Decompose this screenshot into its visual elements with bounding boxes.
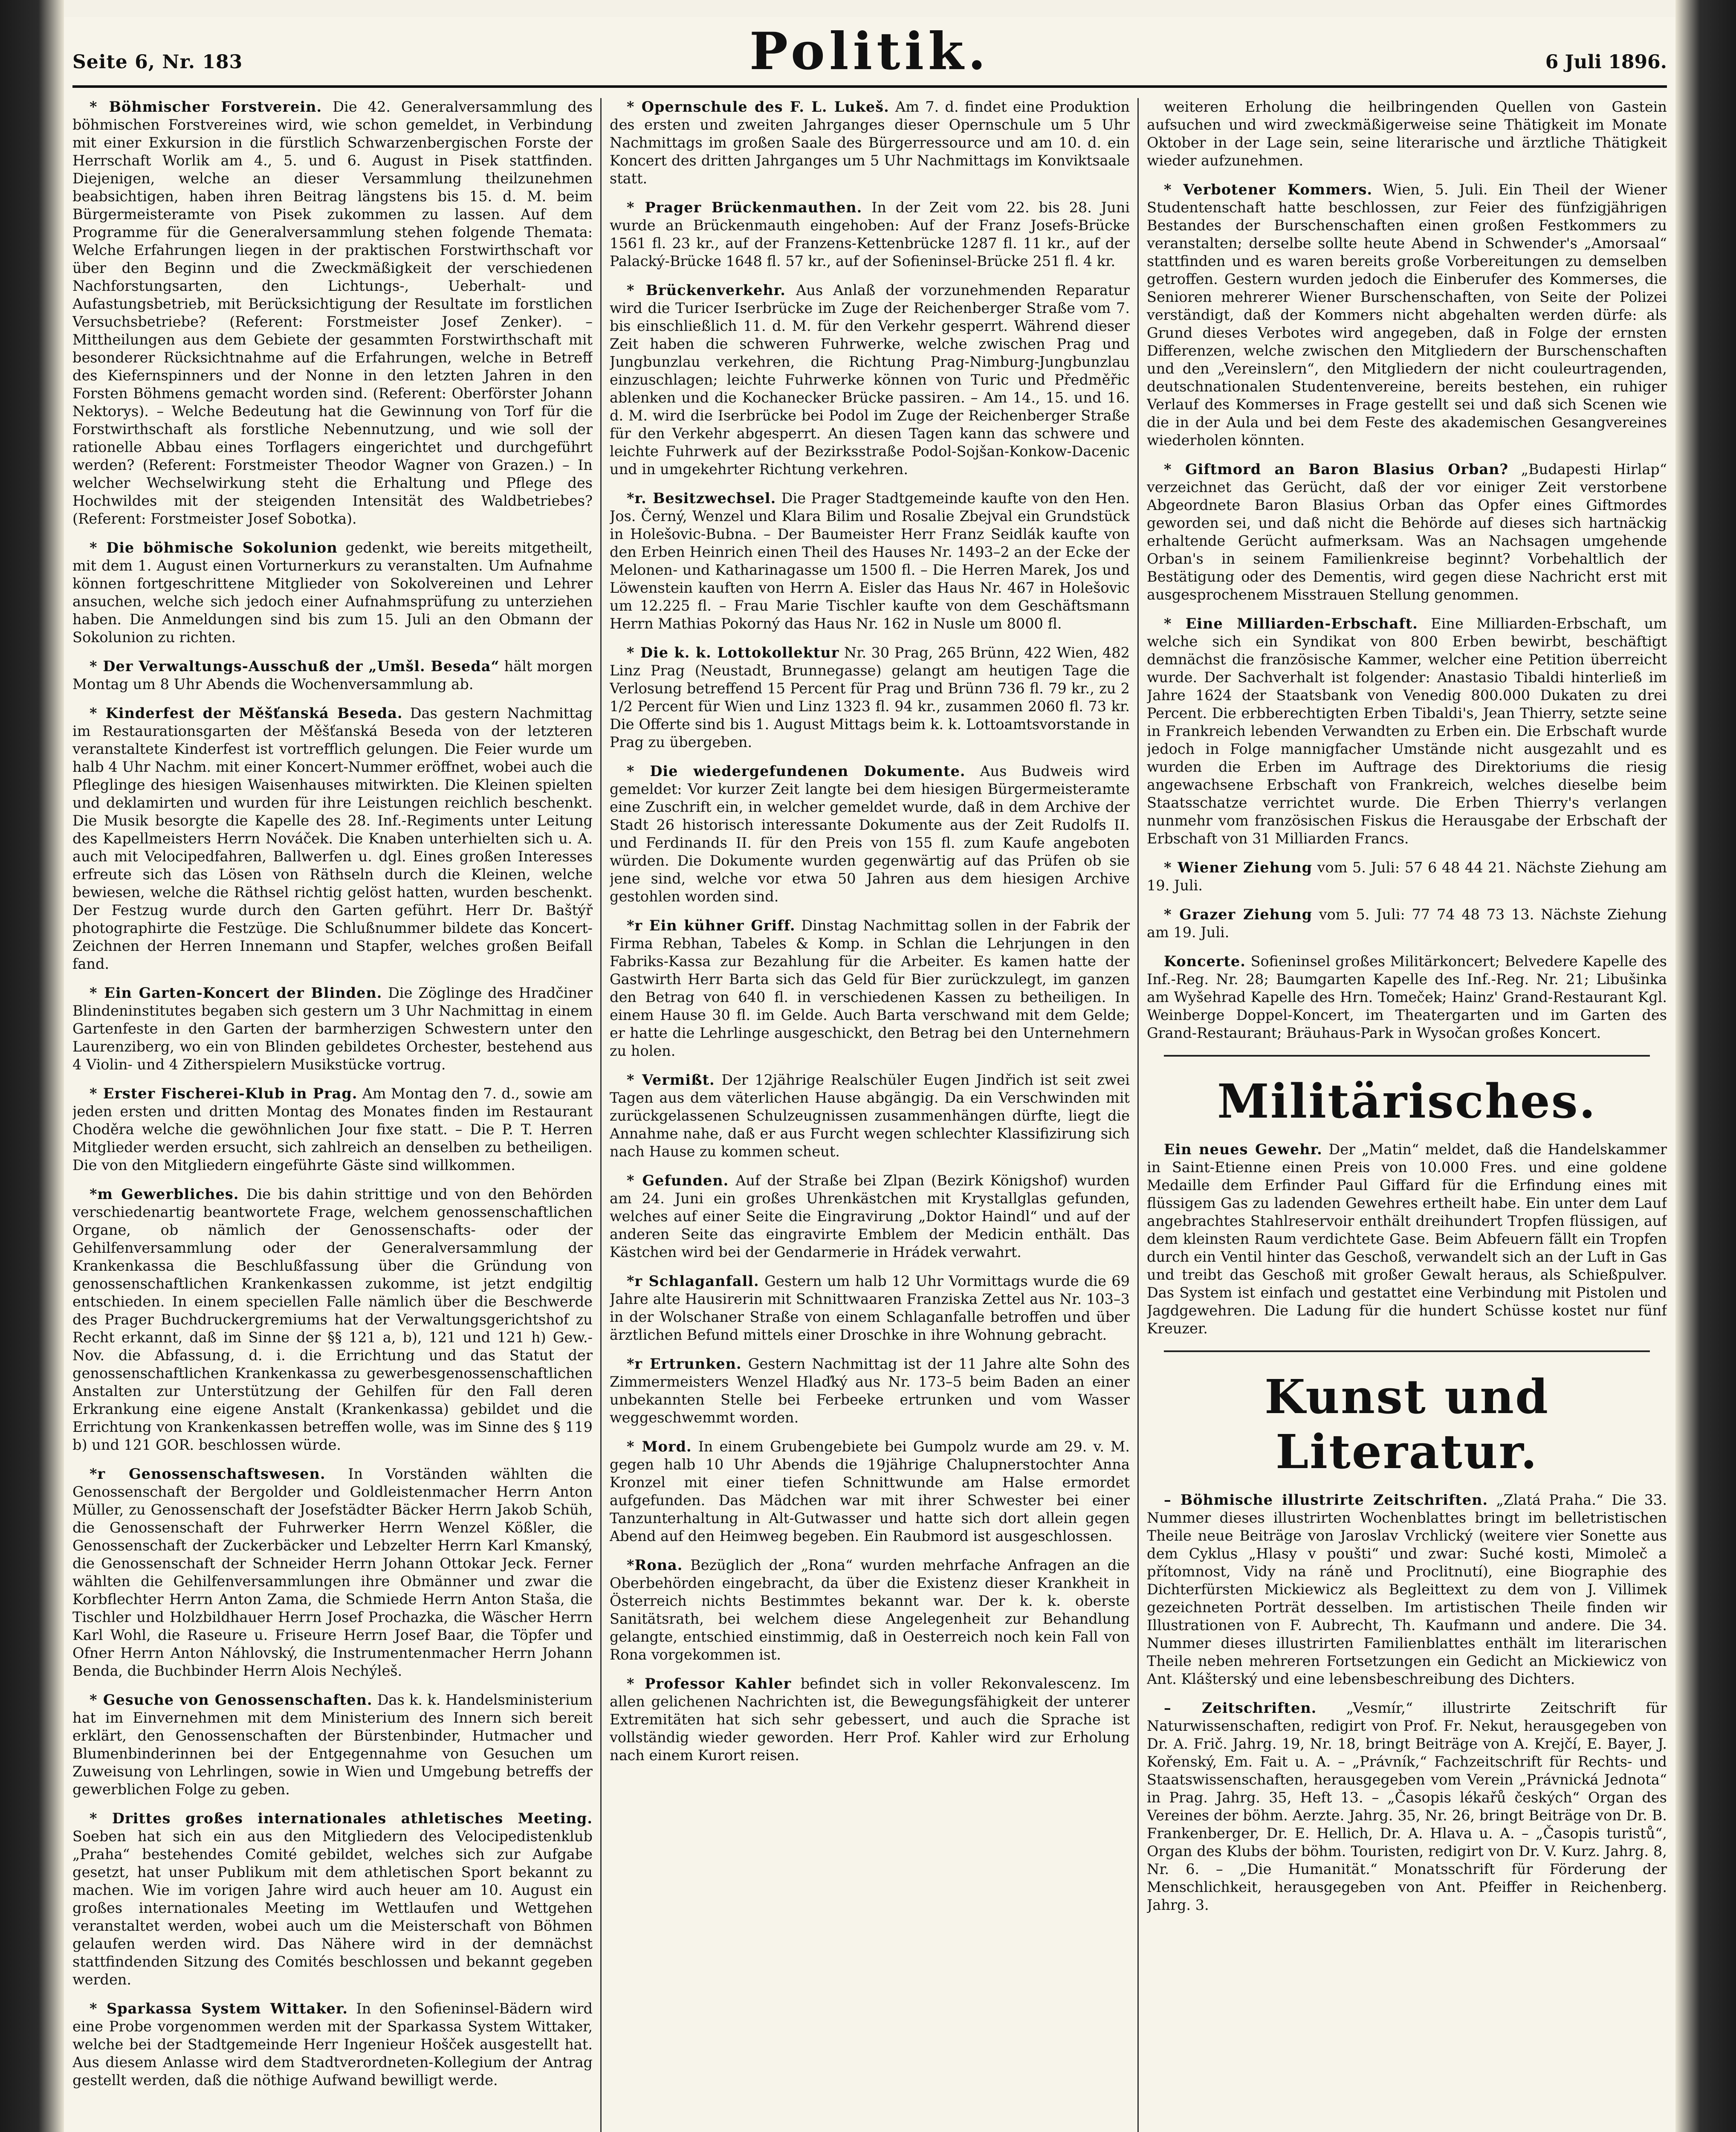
- article-paragraph: [1147, 953, 1667, 1042]
- scan-border-left: [0, 0, 64, 2132]
- news-article: [72, 98, 593, 528]
- article-body: Am Montag den 7. d., sowie am jeden ersten und dritten Montag des Monates finden im Restaurant Choděra welche die gewöhnlichen Jour fixe statt. – Die P. T. Herren Mitglieder werden ersucht, sich zahlreich an denselben zu betheiligen. Die von den Mitgliedern eingeführte Gäste sind willkommen.: [72, 1085, 593, 1173]
- article-headline: Ein neues Gewehr.: [1164, 1141, 1322, 1158]
- article-paragraph: [610, 1272, 1130, 1344]
- section-title: Politik.: [749, 21, 990, 81]
- news-article: [72, 539, 593, 646]
- article-paragraph: [72, 2000, 593, 2089]
- article-paragraph: [610, 644, 1130, 751]
- news-article: [610, 644, 1130, 751]
- article-body: In der Zeit vom 22. bis 28. Juni wurde an Brückenmauth eingehoben: Auf der Franz Josefs-Brücke 1561 fl. 23 kr., auf der Franzens-Kettenbrücke 1287 fl. 11 kr., auf der Palacký-Brücke 1648 fl. 57 kr., auf der Sofieninsel-Brücke 251 fl. 4 kr.: [610, 199, 1130, 269]
- article-paragraph: [610, 917, 1130, 1060]
- article-paragraph: [72, 704, 593, 973]
- news-article: [72, 1085, 593, 1174]
- article-body: Die Zöglinge des Hradčiner Blindeninstitutes begaben sich gestern um 3 Uhr Nachmittag in einem Gartenfeste in den Garten der barmherzigen Schwestern unter den Laurenziberg, wo ein von Blinden gebildetes Orchester, bestehend aus 4 Violin- und 4 Zitherspielern Musikstücke vortrug.: [72, 985, 593, 1073]
- article-body: In Vorständen wählten die Genossenschaft der Bergolder und Goldleistenmacher Herrn Anton Müller, zu Genossenschaft der Josefstädter Bäcker Herrn Jakob Schüh, die Genossenschaft der Fuhrwerker Herrn Wenzel Kößler, die Genossenschaft der Zuckerbäcker und Lebzelter Herrn Karl Kmanský, die Genossenschaft der Schneider Herrn Johann Ottokar Jeck. Ferner wählten die Gehilfenversammlungen ihre Obmänner und zwar die Korbflechter Herrn Anton Zama, die Schmiede Herrn Anton Staša, die Tischler und Holzbildhauer Herrn Josef Prochazka, die Wäscher Herrn Karl Wohl, die Raseure u. Friseure Herrn Josef Baar, die Töpfer und Ofner Herrn Anton Náhlovský, die Instrumentenmacher Herrn Johann Benda, die Buchbinder Herrn Alois Nechýleš.: [72, 1466, 593, 1679]
- article-headline: * Wiener Ziehung: [1164, 859, 1313, 876]
- column-1: [72, 98, 593, 2132]
- article-body: „Vesmír,“ illustrirte Zeitschrift für Naturwissenschaften, redigirt von Prof. Fr. Nekut, herausgegeben von Dr. A. Frič. Jahrg. 19, Nr. 18, bringt Beiträge von A. Krejčí, E. Bayer, J. Kořenský, Em. Fait u. A. – „Právník,“ Fachzeitschrift für Rechts- und Staatswissenschaften, herausgegeben vom Verein „Právnická Jednota“ in Prag. Jahrg. 35, Heft 13. – „Časopis lékařů českých“ Organ des Vereines der böhm. Aerzte. Jahrg. 35, Nr. 26, bringt Beiträge von Dr. B. Frankenberger, Dr. E. Hellich, Dr. A. Hlava u. A. – „Časopis turistů“, Organ des Klubs der böhm. Touristen, redigirt von Dr. V. Kurz. Jahrg. 8, Nr. 6. – „Die Humanität.“ Monatsschrift für Förderung der Menschlichkeit, herausgegeben von Ant. Pfeiffer in Reichenberg. Jahrg. 3.: [1147, 1700, 1667, 1913]
- news-article: [1147, 953, 1667, 1042]
- news-article: [1147, 98, 1667, 170]
- news-article: [72, 658, 593, 693]
- article-body: Sofieninsel großes Militärkoncert; Belvedere Kapelle des Inf.-Reg. Nr. 28; Baumgarten Kapelle des Inf.-Reg. Nr. 21; Libušinka am Wyšehrad Kapelle des Hrn. Tomeček; Hainz' Grand-Restaurant Kgl. Weinberge Doppel-Koncert, im Theatergarten und im Garten des Grand-Restaurant; Bräuhaus-Park in Wysočan großes Koncert.: [1147, 953, 1667, 1041]
- article-body: Gestern Nachmittag ist der 11 Jahre alte Sohn des Zimmermeisters Wenzel Hlaďký aus Nr. 173–5 beim Baden an einer unbekannten Stelle bei Ferbeeke ertrunken und vom Wasser weggeschwemmt worden.: [610, 1356, 1130, 1426]
- article-headline: *r Ein kühner Griff.: [627, 917, 796, 934]
- column-divider: [600, 98, 602, 2132]
- section-rule: [1164, 1055, 1650, 1057]
- article-paragraph: [610, 490, 1130, 633]
- article-headline: * Professor Kahler: [627, 1675, 792, 1692]
- article-body: Die 42. Generalversammlung des böhmischen Forstvereines wird, wie schon gemeldet, in Verbindung mit einer Exkursion in die fürstlich Schwarzenbergischen Forste der Herrschaft Worlik am 4., 5. und 6. August in Pisek stattfinden. Diejenigen, welche an dieser Versammlung theilzunehmen beabsichtigen, haben ihren Beitrag längstens bis 15. d. M. beim Bürgermeisteramte von Pisek zukommen zu lassen. Auf dem Programme für die Generalversammlung stehen folgende Themata: Welche Erfahrungen liegen in der praktischen Forstwirthschaft vor über den Beginn und die Zweckmäßigkeit der verschiedenen Nachforstungsarten, den Lichtungs-, Ueberhalt- und Aufastungsbetrieb, mit Berücksichtigung der Resultate im forstlichen Versuchsbetriebe? (Referent: Forstmeister Josef Zenker). – Mittheilungen aus dem Gebiete der gesammten Forstwirthschaft mit besonderer Rücksichtnahme auf die Erfahrungen, welche in Betreff des Kiefernspinners und der Nonne in den letzten Jahren in den Forsten Böhmens gemacht worden sind. (Referent: Oberförster Johann Nektorys). – Welche Bedeutung hat die Gewinnung von Torf für die Forstwirthschaft als forstliche Nebennutzung, und wie soll der rationelle Abbau eines Torflagers eingerichtet und durchgeführt werden? (Referent: Forstmeister Theodor Wagner von Grazen.) – In welcher Wechselwirkung steht die Erhaltung und Pflege des Hochwildes mit der steigenden Intensität des Waldbetriebes? (Referent: Forstmeister Josef Sobotka).: [72, 98, 593, 527]
- article-body: „Budapesti Hirlap“ verzeichnet das Gerücht, daß der vor einiger Zeit verstorbene Abgeordnete Baron Blasius Orban das Opfer eines Giftmordes geworden sei, und daß nicht die Behörde auf dieses sich hartnäckig erhaltende Gerücht aufmerksam. Was an Nachsagen umgehende Orban's in seinem Familienkreise beginnt? Vorbehaltlich der Bestätigung oder des Dementis, wird gegen diese Nachricht erst mit ausgesprochenem Misstrauen Stellung genommen.: [1147, 461, 1667, 603]
- article-headline: * Ein Garten-Koncert der Blinden.: [90, 985, 382, 1001]
- article-paragraph: [1147, 1491, 1667, 1688]
- article-headline: * Der Verwaltungs-Ausschuß der „Umšl. Beseda“: [90, 658, 500, 675]
- page-reference: Seite 6, Nr. 183: [72, 51, 243, 73]
- article-headline: * Eine Milliarden-Erbschaft.: [1164, 615, 1418, 632]
- news-article: [1147, 615, 1667, 848]
- article-headline: – Böhmische illustrirte Zeitschriften.: [1164, 1492, 1488, 1508]
- article-headline: *r Genossenschaftswesen.: [90, 1466, 326, 1482]
- article-body: Dinstag Nachmittag sollen in der Fabrik der Firma Rebhan, Tabeles & Komp. in Schlan die Lehrjungen in den Fabriks-Kassa zur Bezahlung für die Arbeiter. Es kamen hatte der Gastwirth Herr Barta sich das Geld für Bier zurückzulegt, im ganzen den Betrag von 640 fl. in verschiedenen Kassen zu betheiligen. In einem Hause 30 fl. im Gelde. Auch Barta verschwand mit dem Gelde; er hatte die Lehrlinge ausgeschickt, den Betrag bei den Unternehmern zu holen.: [610, 917, 1130, 1059]
- article-headline: * Prager Brückenmauthen.: [627, 199, 862, 216]
- article-body: Wien, 5. Juli. Ein Theil der Wiener Studentenschaft hatte beschlossen, zur Feier des fünfzigjährigen Bestandes der Burschenschaften einen großen Festkommers zu veranstalten; derselbe sollte heute Abend in Schwender's „Amorsaal“ stattfinden und es waren bereits große Vorbereitungen zu demselben getroffen. Gestern wurden jedoch die Einberufer des Kommerses, die Senioren mehrerer Wiener Burschenschaften, von Seite der Polizei verständigt, daß der Kommers nicht abgehalten werden dürfe: als Grund dieses Verbotes wird angegeben, daß in Folge der ernsten Differenzen, welche zwischen den Mitgliedern der Burschenschaften und den „Vereinslern“, den Mitgliedern der nicht couleurtragenden, deutschnationalen Studentenvereine, bereits bestehen, ein ruhiger Verlauf des Kommerses in Frage gestellt sei und daß sich Scenen wie die in der Aula und bei dem Feste des akademischen Gesangvereines wiederholen könnten.: [1147, 181, 1667, 449]
- article-body: Soeben hat sich ein aus den Mitgliedern des Velocipedistenklub „Praha“ bestehendes Comité gebildet, welches sich zur Aufgabe gesetzt, hat unser Publikum mit dem athletischen Sport bekannt zu machen. Wie im vorigen Jahre wird auch heuer am 10. August ein großes internationales Meeting im Wettlaufen und Wettgehen veranstaltet werden, wobei auch um die Meisterschaft von Böhmen gelaufen werden wird. Das Nähere wird in der demnächst stattfindenden Sitzung des Comités beschlossen und bekannt gegeben werden.: [72, 1828, 593, 1988]
- article-headline: * Gefunden.: [627, 1172, 729, 1189]
- article-body: weiteren Erholung die heilbringenden Quellen von Gastein aufsuchen und wird zweckmäßigerweise seine Thätigkeit im Monate Oktober in der Lage sein, seine literarische und ärztliche Thätigkeit wieder aufzunehmen.: [1147, 98, 1667, 169]
- article-paragraph: [72, 658, 593, 693]
- article-paragraph: [72, 1085, 593, 1174]
- article-body: Der 12jährige Realschüler Eugen Jindřich ist seit zwei Tagen aus dem väterlichen Hause abgängig. Da ein Verschwinden mit zurückgelassenen Schulzeugnissen zusammenhängen dürfte, liegt die Annahme nahe, daß er aus Furcht wegen schlechter Klassifizirung sich nach Hause zu kommen scheut.: [610, 1072, 1130, 1160]
- article-body: gedenkt, wie bereits mitgetheilt, mit dem 1. August einen Vorturnerkurs zu veranstalten. Um Aufnahme können fortgeschrittene Mitglieder von Sokolvereinen und Lehrer ansuchen, welche sich jedoch einer Aufnahmsprüfung zu unterziehen haben. Die Anmeldungen sind bis zum 15. Juli an den Obmann der Sokolunion zu richten.: [72, 539, 593, 646]
- article-headline: *r. Besitzwechsel.: [627, 490, 776, 507]
- article-paragraph: [1147, 181, 1667, 449]
- section-heading-art-literature: Kunst und Literatur.: [1264, 1369, 1550, 1479]
- news-article: [610, 490, 1130, 633]
- news-article: [610, 1172, 1130, 1261]
- article-paragraph: [1147, 859, 1667, 895]
- news-article: [1147, 461, 1667, 604]
- news-article: [610, 1556, 1130, 1664]
- article-headline: * Drittes großes internationales athletisches Meeting.: [90, 1810, 593, 1827]
- article-headline: * Brückenverkehr.: [627, 282, 786, 298]
- news-article: [72, 1810, 593, 1989]
- article-paragraph: [610, 1071, 1130, 1161]
- article-paragraph: [72, 539, 593, 646]
- article-headline: Koncerte.: [1164, 953, 1246, 970]
- article-paragraph: [1147, 1141, 1667, 1338]
- article-paragraph: [610, 1675, 1130, 1764]
- article-body: Bezüglich der „Rona“ wurden mehrfache Anfragen an die Oberbehörden eingebracht, da über die Existenz dieser Krankheit in Österreich nichts Bestimmtes bekannt war. Der k. k. oberste Sanitätsrath, bei welchem diese Angelegenheit zur Behandlung gelangte, entschied einstimmig, daß in Oesterreich noch kein Fall von Rona vorgekommen ist.: [610, 1557, 1130, 1663]
- article-headline: * Grazer Ziehung: [1164, 906, 1312, 923]
- article-body: Eine Milliarden-Erbschaft, um welche sich ein Syndikat von 800 Erben bewirbt, beschäftigt demnächst die französische Kammer, welcher eine Petition überreicht wurde. Der Sachverhalt ist folgender: Anastasio Tibaldi hinterließ im Jahre 1624 der Staatsbank von Venedig 800.000 Dukaten zu drei Percent. Die erbberechtigten Erben Tibaldi's, Jean Thierry, setzte seine in Frankreich lebenden Verwandten zu Erben ein. Die Erbschaft wurde jedoch in Folge mannigfacher Umstände nicht ausgezahlt und es wurden die Erben im Auftrage des Direktoriums die riesig angewachsene Erbschaft von Frankreich, welches dieselbe beim Staatsschatze verrichtet wurde. Die Erben Thierry's verlangen nunmehr vom französischen Fiskus die Herausgabe der Erbschaft der Erbschaft von 31 Milliarden Francs.: [1147, 615, 1667, 847]
- article-paragraph: [610, 1355, 1130, 1427]
- newspaper-page: [64, 17, 1675, 2132]
- article-body: „Zlatá Praha.“ Die 33. Nummer dieses illustrirten Wochenblattes bringt im belletristischen Theile neue Beiträge von Jaroslav Vrchlický (weitere vier Sonette aus dem Cyklus „Hlasy v poušti“ und zwar: Suché kosti, Mimoleč a přítomnost, Vidy na ráně und Proclitnutí), eine Biographie des Dichterfürsten Mickiewicz als Begleittext zu dem von J. Villimek gezeichneten Porträt desselben. Im artistischen Theile finden wir Illustrationen von F. Aubrecht, Th. Kaufmann und andere. Die 34. Nummer dieses illustrirten Familienblattes enthält im literarischen Theile neben mehreren Fortsetzungen ein Gedicht an Mickiewicz von Ant. Klášterský und eine lebensbeschreibung des Dichters.: [1147, 1492, 1667, 1687]
- news-article: [610, 98, 1130, 188]
- news-article: [72, 2000, 593, 2089]
- article-headline: * Mord.: [627, 1438, 692, 1455]
- article-headline: * Kinderfest der Měšťanská Beseda.: [90, 705, 403, 721]
- article-body: befindet sich in voller Rekonvalescenz. Im allen gelichenen Nachrichten ist, die Bewegungsfähigkeit der unterer Extremitäten hat sich sehr gebessert, und auch die Sprache ist vollständig wieder geworden. Herr Prof. Kahler wird zur Erholung nach einem Kurort reisen.: [610, 1675, 1130, 1764]
- article-headline: * Vermißt.: [627, 1072, 715, 1088]
- article-headline: * Erster Fischerei-Klub in Prag.: [90, 1085, 358, 1102]
- article-body: Die Prager Stadtgemeinde kaufte von den Hen. Jos. Černý, Wenzel und Klara Bilim und Rosalie Zbejval ein Grundstück in Holešovic-Bubna. – Der Baumeister Herr Franz Seidlák kaufte von den Erben Heinrich einen Theil des Hauses Nr. 1493–2 an der Ecke der Melonen- und Katharinagasse um 1500 fl. – Die Herren Marek, Jos und Löwenstein kauften von Herrn A. Eisler das Haus Nr. 467 in Holešovic um 12.225 fl. – Frau Marie Tischler kaufte von dem Geschäftsmann Herrn Mathias Pokorný das Haus Nr. 162 in Nusle um 8000 fl.: [610, 490, 1130, 632]
- article-paragraph: [610, 1438, 1130, 1545]
- article-headline: *r Schlaganfall.: [627, 1273, 759, 1289]
- article-paragraph: [72, 984, 593, 1074]
- article-paragraph: [72, 98, 593, 528]
- news-article: [1147, 181, 1667, 449]
- news-article: [72, 1185, 593, 1454]
- article-headline: * Die böhmische Sokolunion: [90, 539, 338, 556]
- news-article: [610, 1355, 1130, 1427]
- article-headline: * Sparkassa System Wittaker.: [90, 2000, 348, 2017]
- news-article: [610, 762, 1130, 906]
- scan-border-right: [1675, 0, 1736, 2132]
- article-body: Nr. 30 Prag, 265 Brünn, 422 Wien, 482 Linz Prag (Neustadt, Brunnegasse) gelangt am heutigen Tage die Verlosung betreffend 15 Percent für Prag und Brünn 736 fl. 79 kr., zu 2 1/2 Percent für Wien und Linz 1323 fl. 94 kr., zusammen 2060 fl. 73 kr. Die Offerte sind bis 1. August Mittags beim k. k. Lottoamtsvorstande in Prag zu übergeben.: [610, 644, 1130, 750]
- article-body: Das gestern Nachmittag im Restaurationsgarten der Měšťanská Beseda von der letzteren veranstaltete Kinderfest ist vortrefflich gelungen. Die Feier wurde um halb 4 Uhr Nachm. mit einer Koncert-Nummer eröffnet, wobei auch die Pfleglinge des hiesigen Waisenhauses mitwirkten. Die Kleinen spielten und deklamirten und wurden für ihre Leistungen reichlich beschenkt. Die Musik besorgte die Kapelle des 28. Inf.-Regiments unter Leitung des Kapellmeisters Herrn Nováček. Die Knaben unterhielten sich u. A. auch mit Velocipedfahren, Ballwerfen u. dgl. Eines großen Interesses erfreute sich das Lösen von Räthseln durch die Kleinen, welche bewiesen, welche die Räthsel richtig gelöst hatten, wurden beschenkt. Der Festzug wurde durch den Garten geführt. Herr Dr. Baštýř photographirte die Festzüge. Die Schlußnummer bildete das Koncert-Zeichnen der Herren Innemann und Stapfer, welches großen Beifall fand.: [72, 705, 593, 972]
- article-paragraph: [610, 1172, 1130, 1261]
- article-body: Auf der Straße bei Zlpan (Bezirk Königshof) wurden am 24. Juni ein großes Uhrenkästchen mit Krystallglas gefunden, welches auf einer Seite die Eingravirung „Doktor Haindl“ und auf der anderen Seite das eingravirte Emblem der Medicin enthält. Das Kästchen wird bei der Gendarmerie in Hrádek verwahrt.: [610, 1172, 1130, 1260]
- article-columns: [72, 98, 1667, 2132]
- section-rule: [1164, 1350, 1650, 1352]
- article-headline: * Böhmischer Forstverein.: [90, 98, 322, 115]
- issue-date: 6 Juli 1896.: [1545, 51, 1667, 73]
- news-article: [1147, 1141, 1667, 1338]
- article-headline: *Rona.: [627, 1557, 683, 1573]
- section-heading-military: Militärisches.: [1217, 1074, 1597, 1129]
- article-paragraph: [1147, 461, 1667, 604]
- article-paragraph: [72, 1465, 593, 1680]
- article-paragraph: [72, 1185, 593, 1454]
- news-article: [1147, 1491, 1667, 1688]
- article-body: In den Sofieninsel-Bädern wird eine Probe vorgenommen werden mit der Sparkassa System Wittaker, welche bei der Stadtgemeinde Herr Ingenieur Hošček ausgestellt hat. Aus diesem Anlasse wird dem Stadtverordneten-Kollegium der Antrag gestellt werden, daß die nöthige Aufwand bewilligt werde.: [72, 2000, 593, 2089]
- article-body: vom 5. Juli: 77 74 48 73 13. Nächste Ziehung am 19. Juli.: [1147, 906, 1667, 941]
- article-body: Am 7. d. findet eine Produktion des ersten und zweiten Jahrganges dieser Opernschule um 5 Uhr Nachmittags im großen Saale des Bürgerressource und am 10. d. ein Koncert des dritten Jahrganges um 5 Uhr Nachmittags im Konviktsaale statt.: [610, 98, 1130, 187]
- column-2: [610, 98, 1130, 2132]
- article-headline: *r Ertrunken.: [627, 1356, 742, 1372]
- article-paragraph: [610, 1556, 1130, 1664]
- article-body: vom 5. Juli: 57 6 48 44 21. Nächste Ziehung am 19. Juli.: [1147, 859, 1667, 894]
- news-article: [610, 1438, 1130, 1545]
- article-body: Das k. k. Handelsministerium hat im Einvernehmen mit dem Ministerium des Innern sich bereit erklärt, den Genossenschaften der Bürstenbinder, Hutmacher und Blumenbinderinnen bei der Entgegennahme von Gesuchen um Zuweisung von Lehrlingen, sowie in Wien und Umgebung betreffs der gewerblichen Folge zu geben.: [72, 1692, 593, 1798]
- news-article: [72, 1691, 593, 1799]
- article-headline: * Die k. k. Lottokollektur: [627, 644, 839, 661]
- news-article: [72, 984, 593, 1074]
- header-rule: [72, 85, 1667, 88]
- article-headline: * Die wiedergefundenen Dokumente.: [627, 763, 966, 779]
- article-body: Der „Matin“ meldet, daß die Handelskammer in Saint-Etienne einen Preis von 10.000 Fres. und eine goldene Medaille dem Erfinder Paul Giffard für die Erfindung eines mit flüssigem Gas zu ladenden Gewehres ertheilt habe. Ein unter dem Lauf angebrachtes Stahlreservoir enthält dreihundert Tropfen flüssigen, auf dem kleinsten Raum verdichtete Gase. Beim Abfeuern fällt ein Tropfen durch ein Ventil hinter das Geschoß, verwandelt sich an der Luft in Gas und treibt das Geschoß mit großer Gewalt heraus, als Schießpulver. Das System ist einfach und gestattet eine Verbindung mit Pistolen und Jagdgewehren. Die Ladung für die hundert Schüsse kostet nur fünf Kreuzer.: [1147, 1141, 1667, 1337]
- article-body: Aus Anlaß der vorzunehmenden Reparatur wird die Turicer Iserbrücke im Zuge der Reichenberger Straße vom 7. bis einschließlich 11. d. M. für den Verkehr gesperrt. Während dieser Zeit haben die schweren Fuhrwerke, welche zwischen Prag und Jungbunzlau verkehren, die Richtung Prag-Nimburg-Jungbunzlau einzuschlagen; leichte Fuhrwerke können von Turic und Předměřic ablenken und die Kochanecker Brücke passiren. – Am 14., 15. und 16. d. M. wird die Iserbrücke bei Podol im Zuge der Reichenberger Straße für den Verkehr abgesperrt. An diesen Tagen kann das schwere und leichte Fuhrwerk auf der Bezirksstraße Podol-Sojšan-Konkow-Dacenic und in umgekehrter Richtung verkehren.: [610, 282, 1130, 478]
- news-article: [610, 1272, 1130, 1344]
- article-paragraph: [72, 1810, 593, 1989]
- article-headline: *m Gewerbliches.: [90, 1186, 239, 1202]
- article-paragraph: [1147, 1699, 1667, 1914]
- article-paragraph: [1147, 98, 1667, 170]
- article-headline: * Gesuche von Genossenschaften.: [90, 1692, 373, 1708]
- news-article: [72, 1465, 593, 1680]
- article-body: hält morgen Montag um 8 Uhr Abends die Wochenversammlung ab.: [72, 658, 593, 692]
- article-paragraph: [72, 1691, 593, 1799]
- news-article: [610, 1675, 1130, 1764]
- article-body: Die bis dahin strittige und von den Behörden verschiedenartig beantwortete Frage, welchem genossenschaftlichen Organe, ob nämlich der Genossenschafts- oder der Gehilfenversammlung oder der Generalversammlung der Krankenkassa die Beschlußfassung über die Gründung von genossenschaftlichen Krankenkassen zukomme, ist jetzt endgiltig entschieden. In einem speciellen Falle nämlich über die Beschwerde des Prager Buchdruckergremiums hat der Verwaltungsgerichtshof zu Recht erkannt, daß im Sinne der §§ 121 a, b), 121 und 121 h) Gew.-Nov. die Abfassung, d. i. die Errichtung und das Statut der genossenschaftlichen Krankenkassa zu gewerbesgenossenschaftlichen Anstalten zur Unterstützung der Gehilfen für den Fall deren Erkrankung eine eigene Anstalt (Krankenkassa) gebildet und die Errichtung von Krankenkassen betreffen wolle, was im Sinne des § 119 b) und 121 GOR. beschlossen würde.: [72, 1186, 593, 1453]
- news-article: [1147, 859, 1667, 895]
- article-headline: – Zeitschriften.: [1164, 1700, 1317, 1716]
- news-article: [610, 917, 1130, 1060]
- article-headline: * Verbotener Kommers.: [1164, 181, 1373, 198]
- page-header: [72, 17, 1667, 90]
- article-paragraph: [610, 762, 1130, 906]
- article-paragraph: [610, 199, 1130, 270]
- column-3: [1147, 98, 1667, 2132]
- article-paragraph: [610, 98, 1130, 188]
- news-article: [610, 281, 1130, 478]
- article-body: In einem Grubengebiete bei Gumpolz wurde am 29. v. M. gegen halb 10 Uhr Abends die 19jährige Chalupnerstochter Anna Kronzel mit einer tiefen Schnittwunde am Halse ermordet aufgefunden. Das Mädchen war mit ihrer Schwester bei einer Tanzunterhaltung in Alt-Gutwasser und hatte sich dort allein gegen Abend auf den Heimweg begeben. Ein Raubmord ist ausgeschlossen.: [610, 1438, 1130, 1544]
- article-body: Aus Budweis wird gemeldet: Vor kurzer Zeit langte bei dem hiesigen Bürgermeisteramte eine Zuschrift ein, in welcher gemeldet wurde, daß in dem Archive der Stadt 26 historisch interessante Dokumente aus der Zeit Rudolfs II. und Ferdinands II. für den Preis von 155 fl. zum Kaufe angeboten würden. Die Dokumente wurden gegenwärtig auf das Prüfen ob sie jene sind, welche vor etwa 50 Jahren aus dem hiesigen Archive gestohlen worden sind.: [610, 763, 1130, 905]
- column-divider: [1137, 98, 1139, 2132]
- news-article: [1147, 906, 1667, 941]
- article-headline: * Giftmord an Baron Blasius Orban?: [1164, 461, 1509, 478]
- article-body: Gestern um halb 12 Uhr Vormittags wurde die 69 Jahre alte Hausirerin mit Schnittwaaren Franziska Zettel aus Nr. 103–3 in der Wolschaner Straße von einem Schlaganfalle betroffen und über ärztlichen Befund mittels einer Droschke in ihre Wohnung gebracht.: [610, 1273, 1130, 1343]
- article-headline: * Opernschule des F. L. Lukeš.: [627, 98, 889, 115]
- article-paragraph: [1147, 906, 1667, 941]
- article-paragraph: [610, 281, 1130, 478]
- news-article: [72, 704, 593, 973]
- news-article: [610, 1071, 1130, 1161]
- news-article: [1147, 1699, 1667, 1914]
- news-article: [610, 199, 1130, 270]
- article-paragraph: [1147, 615, 1667, 848]
